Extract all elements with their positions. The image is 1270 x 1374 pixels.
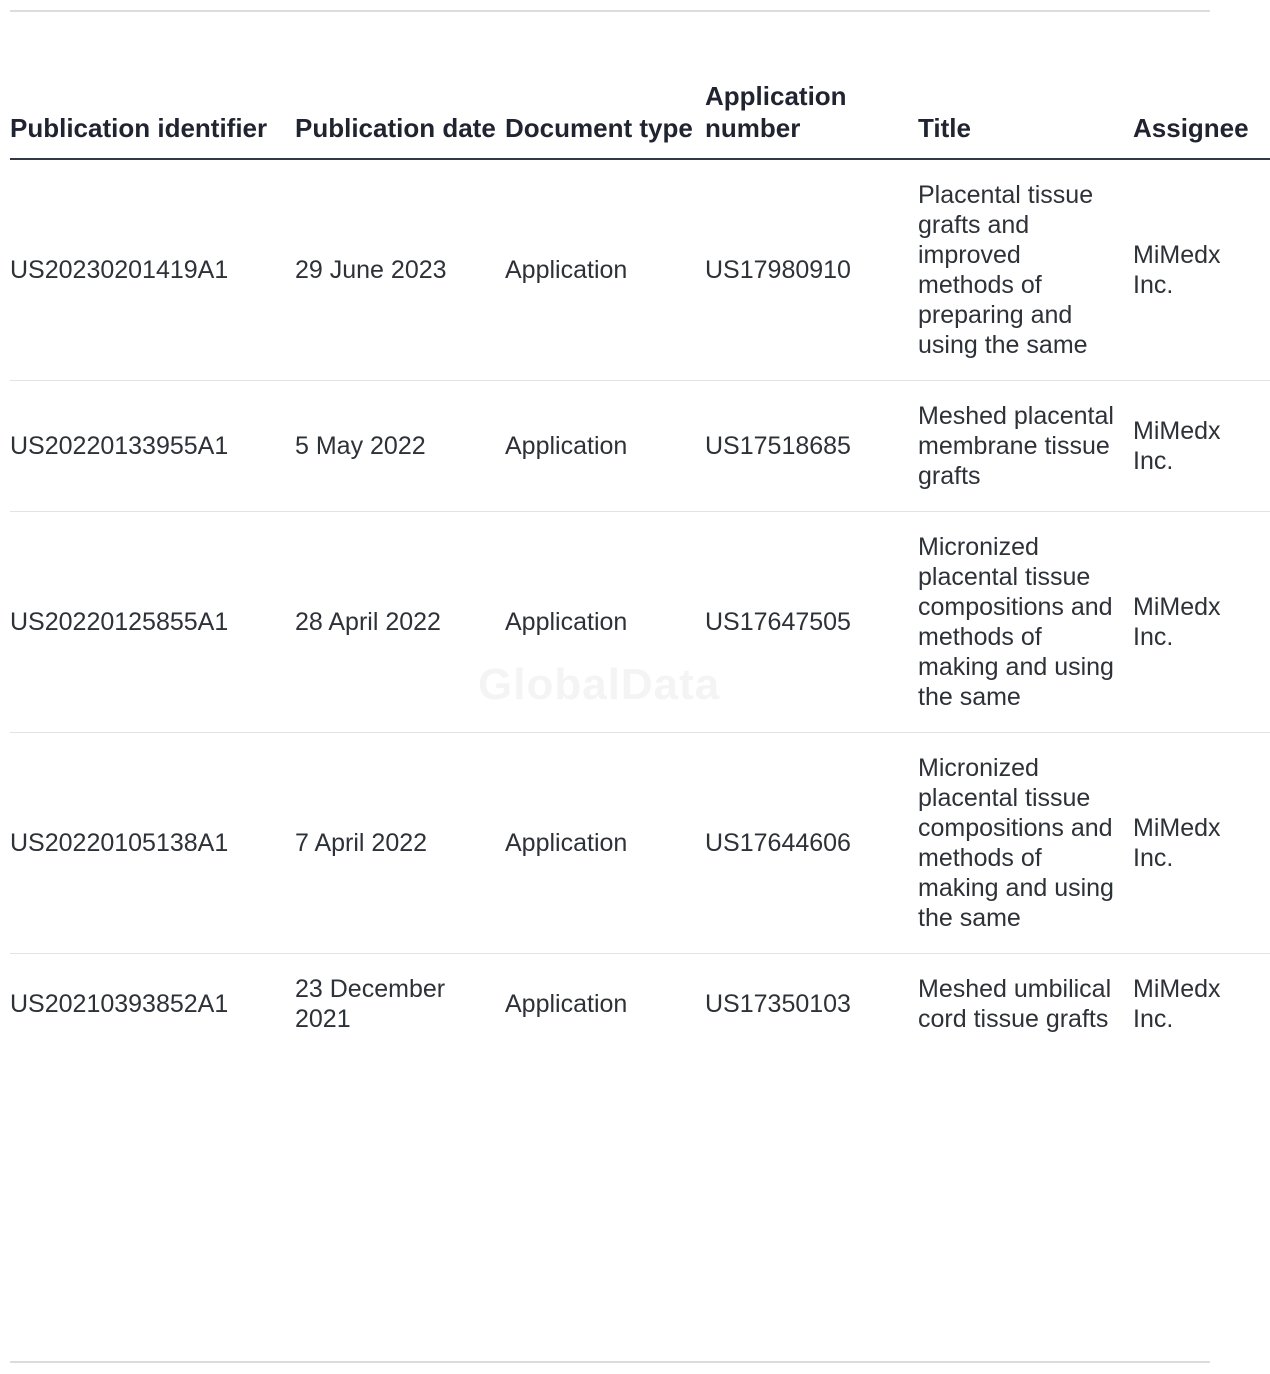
header-title: Title xyxy=(918,60,1133,159)
table-row xyxy=(10,159,1270,381)
table-row xyxy=(10,381,1270,512)
bottom-divider xyxy=(10,1361,1210,1363)
cell-application-number: US17350103 xyxy=(705,990,851,1018)
cell-publication-identifier: US20220125855A1 xyxy=(10,512,295,733)
header-assignee: Assignee xyxy=(1133,60,1270,159)
cell-assignee: MiMedx Inc. xyxy=(1133,159,1270,381)
cell-document-type: Application xyxy=(505,990,628,1018)
table-row xyxy=(10,512,1270,733)
cell-assignee: MiMedx Inc. xyxy=(1133,512,1270,733)
cell-publication-date: 7 April 2022 xyxy=(295,733,505,954)
top-divider xyxy=(10,10,1210,12)
patent-table-panel xyxy=(10,0,1249,1374)
table-body xyxy=(10,159,1270,1054)
header-publication-identifier: Publication identifier xyxy=(10,60,295,159)
patent-table xyxy=(10,60,1270,1054)
header-document-type: Document type xyxy=(505,60,705,159)
cell-application-number: US17980910 xyxy=(705,159,918,381)
cell-document-type: Application xyxy=(505,159,705,381)
cell-title: Placental tissue grafts and improved methods of preparing and using the same xyxy=(918,159,1133,381)
cell-publication-identifier: US20210393852A1 xyxy=(10,990,229,1018)
cell-title: Meshed placental membrane tissue grafts xyxy=(918,381,1133,512)
header-application-number: Application number xyxy=(705,60,918,159)
table-header xyxy=(10,60,1270,159)
cell-title: Micronized placental tissue compositions and methods of making and using the same xyxy=(918,512,1133,733)
cell-publication-identifier: US20220133955A1 xyxy=(10,381,295,512)
cell-assignee: MiMedx Inc. xyxy=(1133,733,1270,954)
cell-publication-identifier: US20220105138A1 xyxy=(10,733,295,954)
cell-assignee: MiMedx Inc. xyxy=(1133,381,1270,512)
table-row xyxy=(10,954,1270,1055)
cell-application-number: US17644606 xyxy=(705,733,918,954)
cell-document-type: Application xyxy=(505,381,705,512)
cell-publication-date: 23 December 2021 xyxy=(295,975,446,1033)
cell-title: Micronized placental tissue compositions and methods of making and using the same xyxy=(918,733,1133,954)
cell-application-number: US17518685 xyxy=(705,381,918,512)
cell-assignee: MiMedx Inc. xyxy=(1133,975,1221,1033)
header-row xyxy=(10,60,1270,159)
table-row xyxy=(10,733,1270,954)
cell-application-number: US17647505 xyxy=(705,512,918,733)
cell-publication-date: 28 April 2022 xyxy=(295,512,505,733)
header-publication-date: Publication date xyxy=(295,60,505,159)
cell-document-type: Application xyxy=(505,733,705,954)
cell-document-type: Application xyxy=(505,512,705,733)
cell-publication-date: 29 June 2023 xyxy=(295,159,505,381)
cell-publication-date: 5 May 2022 xyxy=(295,381,505,512)
watermark: GlobalData xyxy=(478,660,721,709)
cell-title: Meshed umbilical cord tissue grafts xyxy=(918,975,1112,1033)
cell-publication-identifier: US20230201419A1 xyxy=(10,159,295,381)
